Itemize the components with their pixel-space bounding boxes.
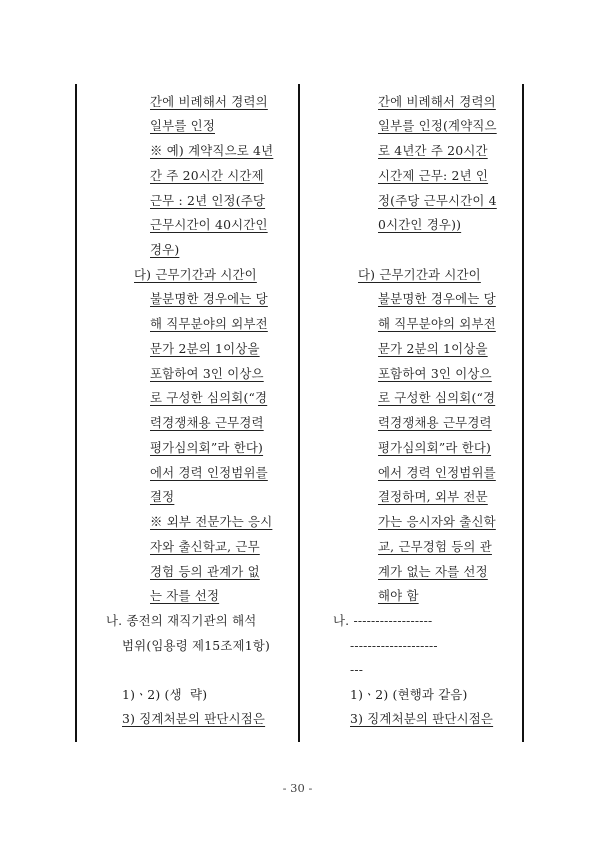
left-line: 나. 종전의 재직기관의 해석 [106, 613, 257, 628]
right-line: 다) 근무기간과 시간이 [358, 267, 481, 282]
left-line: 불분명한 경우에는 당 [150, 291, 268, 306]
left-line: 1)ㆍ2) (생 략) [122, 687, 208, 702]
left-line: 문가 2분의 1이상을 [150, 341, 260, 356]
left-line: 평가심의회”라 한다) [150, 440, 264, 455]
right-line: 에서 경력 인정범위를 [378, 465, 496, 480]
right-line: 일부를 인정(계약직으 [378, 118, 497, 133]
left-line: 간 주 20시간 시간제 [150, 168, 264, 183]
left-line: 경우) [150, 242, 180, 257]
left-line: 는 자를 선정 [150, 588, 220, 603]
right-line: 3) 징계처분의 판단시점은 [350, 711, 494, 726]
right-line: 력경쟁채용 근무경력 [378, 415, 492, 430]
right-line: 간에 비례해서 경력의 [378, 94, 496, 109]
right-line: 불분명한 경우에는 당 [378, 291, 496, 306]
left-line: 범위(임용령 제15조제1항) [122, 638, 270, 653]
page-number: - 30 - [282, 781, 313, 795]
left-line: 간에 비례해서 경력의 [150, 94, 268, 109]
right-line: 1)ㆍ2) (현행과 같음) [350, 687, 468, 702]
left-line: ※ 예) 계약직으로 4년 [150, 143, 274, 158]
page-border-left [75, 84, 77, 742]
left-line: 에서 경력 인정범위를 [150, 465, 268, 480]
right-line: 가는 응시자와 출신학 [378, 514, 496, 529]
column-divider [298, 84, 300, 742]
left-line: 근무 : 2년 인정(주당 [150, 193, 266, 208]
right-line: 결정하며, 외부 전문 [378, 489, 488, 504]
left-line: 포함하여 3인 이상으 [150, 366, 264, 381]
left-line: 근무시간이 40시간인 [150, 217, 268, 232]
left-line: 다) 근무기간과 시간이 [134, 267, 257, 282]
right-line: 로 4년간 주 20시간 [378, 143, 488, 158]
right-line: 시간제 근무: 2년 인 [378, 168, 489, 183]
right-line: 나. ------------------ [333, 613, 433, 628]
right-line: 평가심의회”라 한다) [378, 440, 492, 455]
left-line: 해 직무분야의 외부전 [150, 316, 268, 331]
left-line: 결정 [150, 489, 175, 504]
left-line: 로 구성한 심의회(“경 [150, 390, 268, 405]
right-line: 해 직무분야의 외부전 [378, 316, 496, 331]
right-line: 계가 없는 자를 선정 [378, 564, 488, 579]
left-line: 일부를 인정 [150, 118, 215, 133]
left-line: 3) 징계처분의 판단시점은 [122, 711, 266, 726]
right-line: 해야 함 [378, 588, 419, 603]
right-line: 0시간인 경우)) [378, 217, 462, 232]
right-line: 포함하여 3인 이상으 [378, 366, 492, 381]
page-border-right [522, 84, 524, 742]
right-line: 정(주당 근무시간이 4 [378, 193, 497, 208]
right-line: --- [350, 662, 364, 677]
right-line: 교, 근무경험 등의 관 [378, 539, 492, 554]
right-line: -------------------- [350, 638, 438, 653]
left-line: 자와 출신학교, 근무 [150, 539, 260, 554]
left-line: ※ 외부 전문가는 응시 [150, 514, 273, 529]
left-line: 력경쟁채용 근무경력 [150, 415, 264, 430]
right-line: 로 구성한 심의회(“경 [378, 390, 496, 405]
right-line: 문가 2분의 1이상을 [378, 341, 488, 356]
left-line: 경험 등의 관계가 없 [150, 564, 260, 579]
